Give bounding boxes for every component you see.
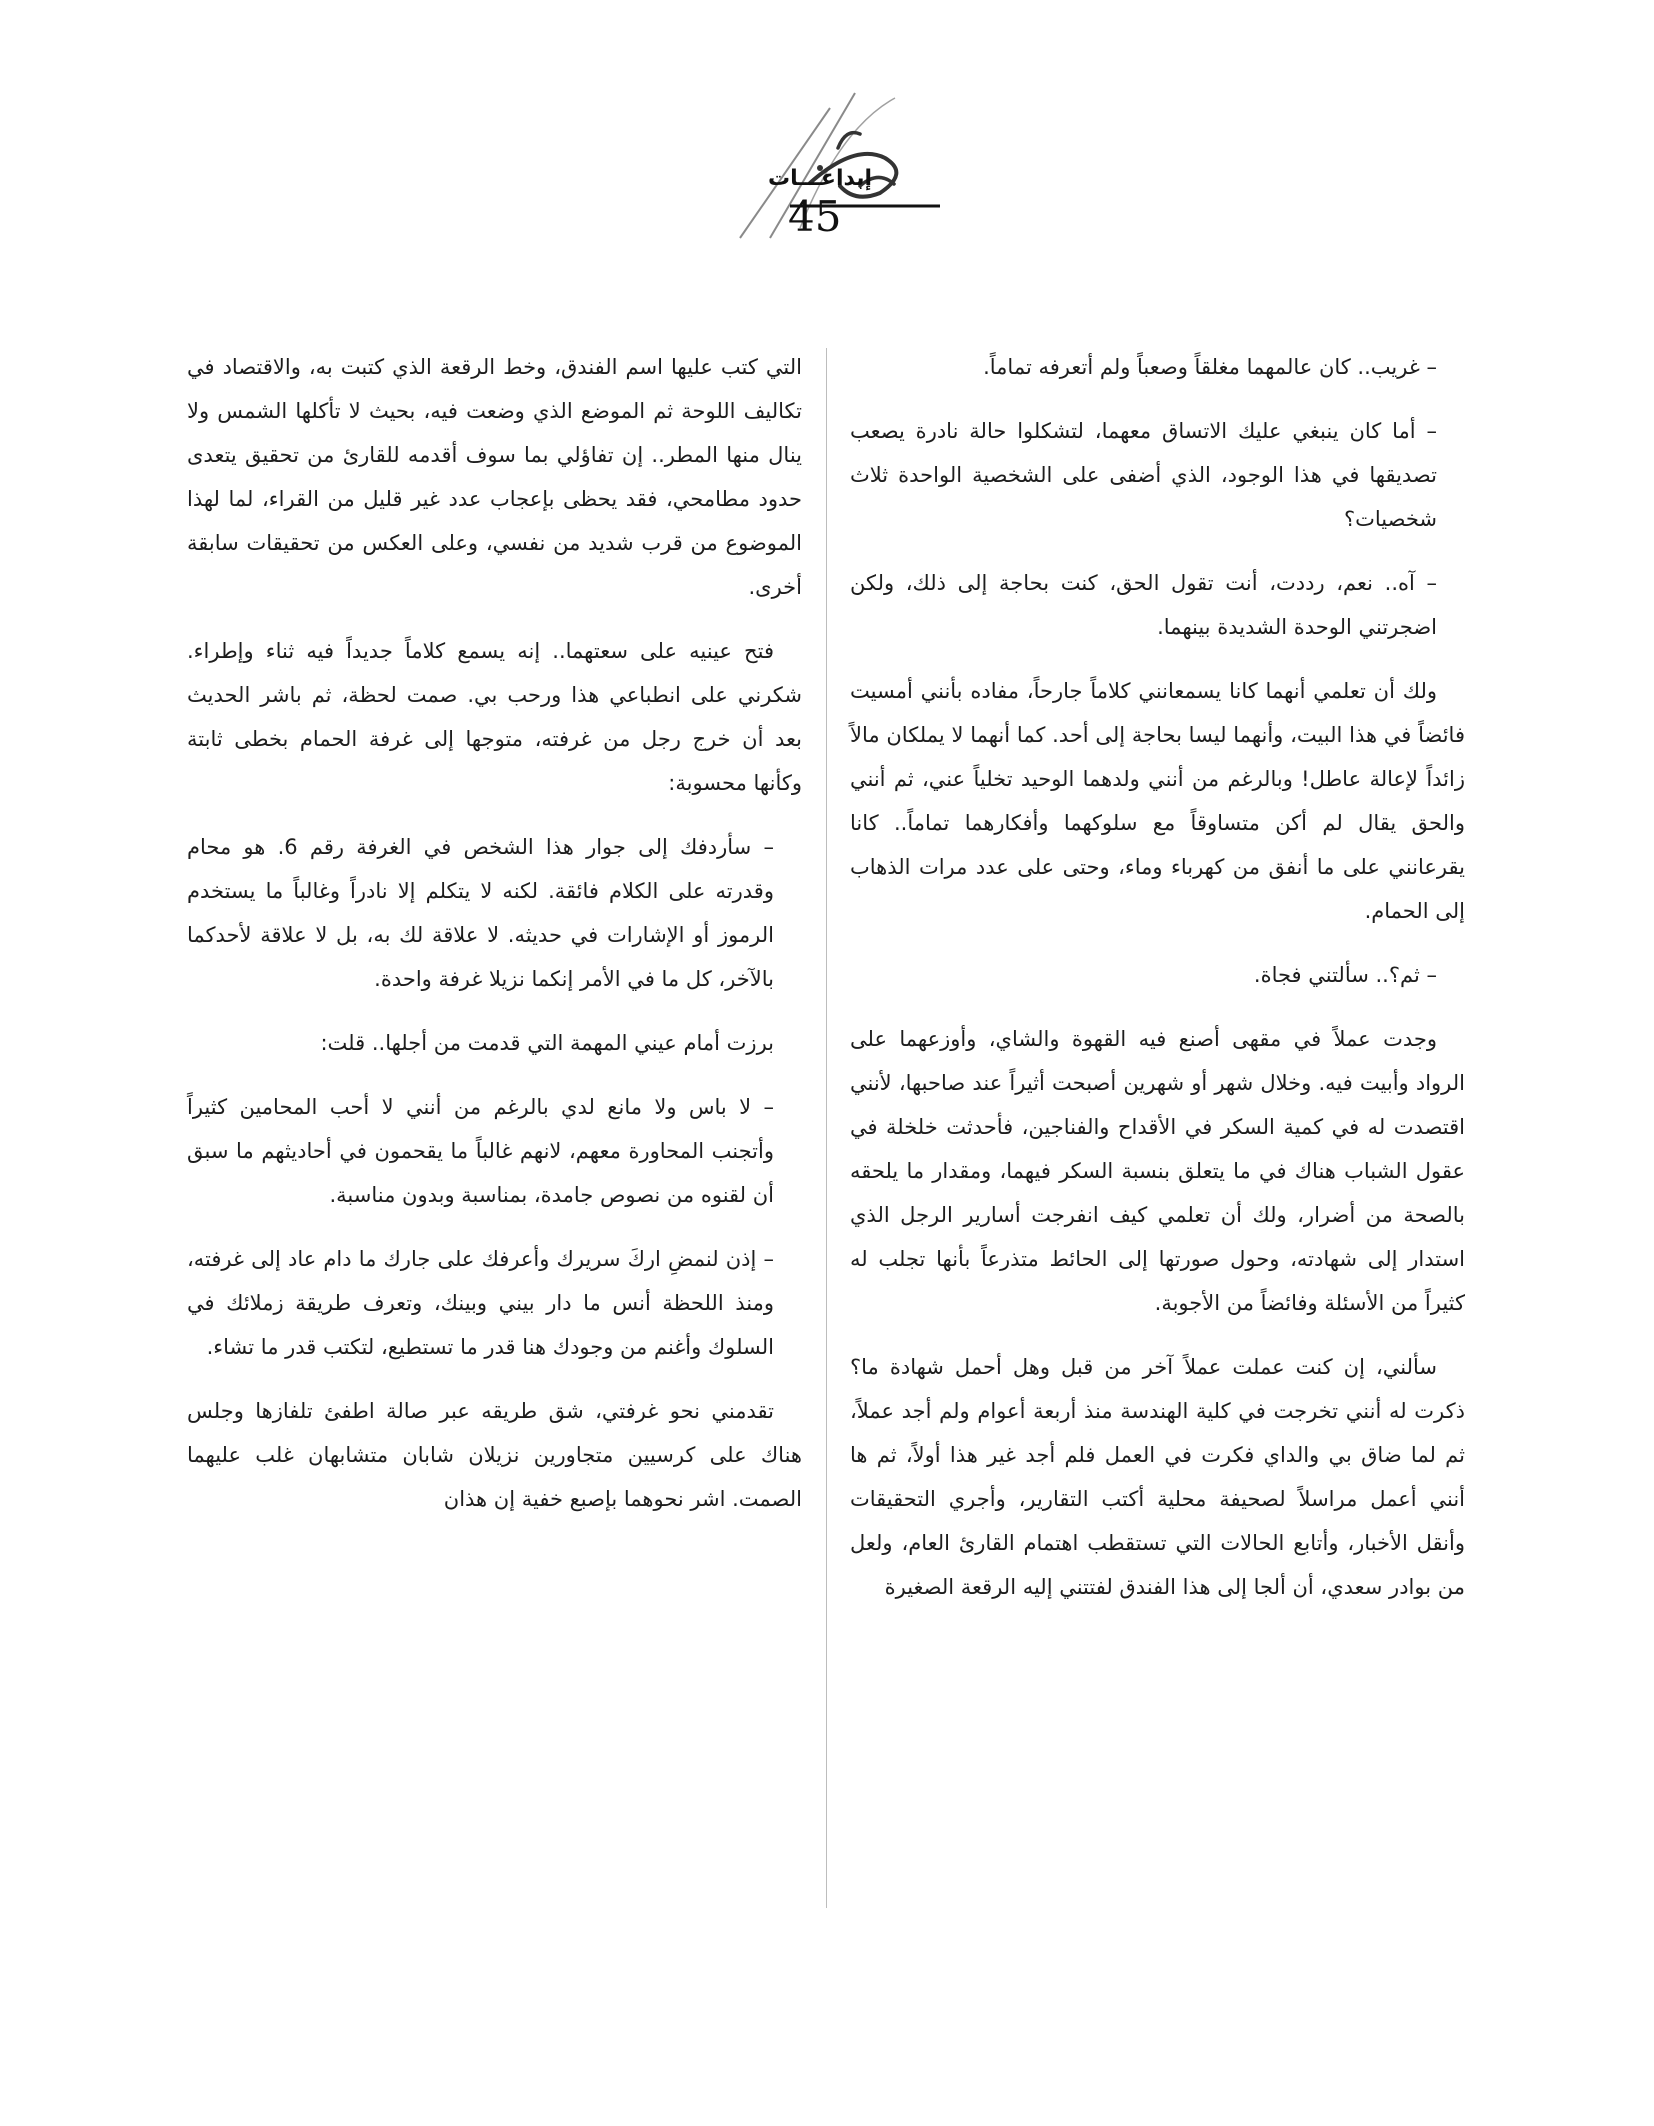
right-column bbox=[850, 345, 1465, 1629]
section-label: إبداعـــات bbox=[768, 166, 873, 191]
paragraph: – سأردفك إلى جوار هذا الشخص في الغرفة رقم 6. هو محام وقدرته على الكلام فائقة. لكنه لا يتكلم إلا نادراً وغالباً ما يستخدم الرموز أو الإشارات في حديثه. لا علاقة لك به، بل لا علاقة لأحدكما بالآخر، كل ما في الأمر إنكما نزيلا غرفة واحدة. bbox=[187, 835, 774, 991]
page-header bbox=[680, 88, 980, 248]
left-column bbox=[187, 345, 802, 1541]
paragraph: سألني، إن كنت عملت عملاً آخر من قبل وهل أحمل شهادة ما؟ ذكرت له أنني تخرجت في كلية الهندسة منذ أربعة أعوام ولم أجد عملاً، ثم لما ضاق بي والداي فكرت في العمل فلم أجد غير هذا أولاً، ثم ها أنني أعمل مراسلاً لصحيفة محلية أكتب التقارير، وأجري التحقيقات وأنقل الأخبار، وأتابع الحالات التي تستقطب اهتمام القارئ العام، ولعل من بوادر سعدي، أن ألجا إلى هذا الفندق لفتتني إليه الرقعة الصغيرة bbox=[850, 1355, 1465, 1599]
paragraph: فتح عينيه على سعتهما.. إنه يسمع كلاماً جديداً فيه ثناء وإطراء. شكرني على انطباعي هذا ورحب بي. صمت لحظة، ثم باشر الحديث بعد أن خرج رجل من غرفته، متوجها إلى غرفة الحمام بخطى ثابتة وكأنها محسوبة: bbox=[187, 639, 802, 795]
page-number: 45 bbox=[788, 192, 842, 241]
paragraph: ولك أن تعلمي أنهما كانا يسمعانني كلاماً جارحاً، مفاده بأنني أمسيت فائضاً في هذا البيت، وأنهما ليسا بحاجة إلى أحد. كما أنهما لا يملكان مالاً زائداً لإعالة عاطل! وبالرغم من أنني ولدهما الوحيد تخلياً عني، ثم أنني والحق يقال لم أكن متساوقاً مع سلوكهما وأفكارهما تماماً.. كانا يقرعانني على ما أنفق من كهرباء وماء، وحتى على عدد مرات الذهاب إلى الحمام. bbox=[850, 679, 1465, 923]
paragraph: – آه.. نعم، رددت، أنت تقول الحق، كنت بحاجة إلى ذلك، ولكن اضجرتني الوحدة الشديدة بينهما. bbox=[850, 571, 1437, 639]
paragraph: وجدت عملاً في مقهى أصنع فيه القهوة والشاي، وأوزعهما على الرواد وأبيت فيه. وخلال شهر أو شهرين أصبحت أثيراً عند صاحبها، لأنني اقتصدت له في كمية السكر في الأقداح والفناجين، فأحدثت خلخلة في عقول الشباب هناك في ما يتعلق بنسبة السكر فيهما، ومقدار ما يلحقه بالصحة من أضرار، ولك أن تعلمي كيف انفرجت أسارير الرجل الذي استدار إلى شهادته، وحول صورتها إلى الحائط متذرعاً بأنها تجلب له كثيراً من الأسئلة وفائضاً من الأجوبة. bbox=[850, 1027, 1465, 1315]
paragraph: – إذن لنمضِ اركَ سريرك وأعرفك على جارك ما دام عاد إلى غرفته، ومنذ اللحظة أنس ما دار بيني وبينك، وتعرف طريقة زملائك في السلوك وأغنم من وجودك هنا قدر ما تستطيع، لتكتب قدر ما تشاء. bbox=[187, 1247, 774, 1359]
paragraph: – غريب.. كان عالمهما مغلقاً وصعباً ولم أتعرفه تماماً. bbox=[983, 355, 1437, 379]
column-divider bbox=[826, 348, 827, 1908]
paragraph: التي كتب عليها اسم الفندق، وخط الرقعة الذي كتبت به، والاقتصاد في تكاليف اللوحة ثم الموضع الذي وضعت فيه، بحيث لا تأكلها الشمس ولا ينال منها المطر.. إن تفاؤلي بما سوف أقدمه للقارئ من تحقيق يتعدى حدود مطامحي، فقد يحظى بإعجاب عدد غير قليل من القراء، لما لهذا الموضوع من قرب شديد من نفسي، وعلى العكس من تحقيقات سابقة أخرى. bbox=[187, 355, 802, 599]
paragraph: – أما كان ينبغي عليك الاتساق معهما، لتشكلوا حالة نادرة يصعب تصديقها في هذا الوجود، الذي أضفى على الشخصية الواحدة ثلاث شخصيات؟ bbox=[850, 419, 1437, 531]
paragraph: برزت أمام عيني المهمة التي قدمت من أجلها.. قلت: bbox=[320, 1031, 774, 1055]
paragraph: – لا باس ولا مانع لدي بالرغم من أنني لا أحب المحامين كثيراً وأتجنب المحاورة معهم، لانهم غالباً ما يقحمون في أحاديثهم ما سبق أن لقنوه من نصوص جامدة، بمناسبة وبدون مناسبة. bbox=[187, 1095, 774, 1207]
paragraph: تقدمني نحو غرفتي، شق طريقه عبر صالة اطفئ تلفازها وجلس هناك على كرسيين متجاورين نزيلان شابان متشابهان غلب عليهما الصمت. اشر نحوهما بإصبع خفية إن هذان bbox=[187, 1399, 802, 1511]
paragraph: – ثم؟.. سألتني فجاة. bbox=[1253, 963, 1437, 987]
